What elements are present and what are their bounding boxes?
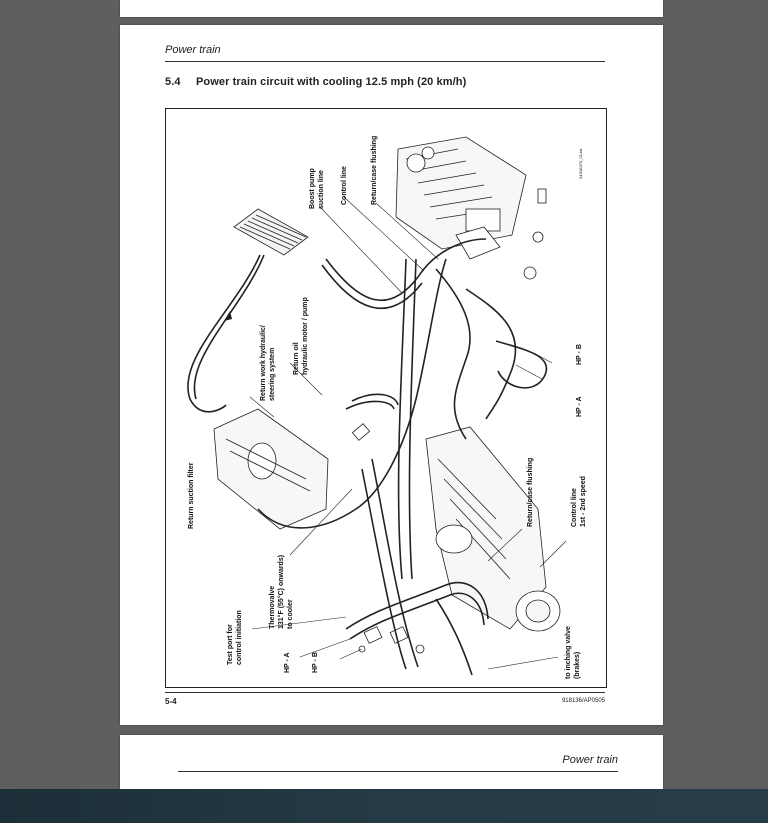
label-control-line-speed-2: 1st - 2nd speed <box>580 476 587 527</box>
page-number: 5-4 <box>165 697 177 706</box>
label-test-port: Test port for <box>227 624 234 665</box>
header-rule <box>165 61 605 62</box>
label-return-work-hydraulic: Return work hydraulic/ <box>260 325 267 401</box>
hydraulic-diagram <box>165 108 607 688</box>
section-title <box>165 76 466 88</box>
return-suction-filter-unit <box>214 409 328 529</box>
engine <box>396 137 526 249</box>
label-inching-valve-2: (brakes) <box>574 651 581 679</box>
label-thermovalve-2: 131°F (55°C) onwards) <box>278 554 285 629</box>
label-boost-pump: Boost pump <box>309 168 316 209</box>
label-control-line: Control line <box>341 166 348 205</box>
next-page <box>120 735 663 795</box>
diagram-drawing <box>166 109 606 687</box>
label-return-case-flushing-mid: Return/case flushing <box>527 457 534 527</box>
document-page <box>120 25 663 725</box>
label-thermovalve-3: to cooler <box>287 599 294 629</box>
transmission <box>426 427 560 631</box>
label-hp-a-bottom: HP - A <box>284 652 291 673</box>
label-hp-b-bottom: HP - B <box>312 652 319 673</box>
page-header-title: Power train <box>165 44 221 56</box>
footer-rule <box>165 692 605 693</box>
label-hp-b-top: HP - B <box>576 344 583 365</box>
previous-page <box>120 0 663 17</box>
label-return-oil: Return oil <box>293 342 300 375</box>
oil-cooler <box>234 209 308 255</box>
section-title-text: Power train circuit with cooling 12.5 mph (20 km/h) <box>196 76 467 88</box>
label-thermovalve: Thermovalve <box>269 585 276 629</box>
section-number: 5.4 <box>165 76 181 88</box>
label-return-oil-2: hydraulic motor / pump <box>302 297 309 375</box>
diagram-image-id: 3430A070_01.txt <box>578 148 583 179</box>
label-test-port-2: control initiation <box>236 610 243 665</box>
label-control-line-speed: Control line <box>571 488 578 527</box>
label-inching-valve: to inching valve <box>565 626 572 679</box>
label-boost-pump-2: suction line <box>318 170 325 209</box>
next-page-header-title: Power train <box>562 754 618 766</box>
label-return-work-hydraulic-2: steering system <box>269 347 276 401</box>
label-hp-a-top: HP - A <box>576 396 583 417</box>
label-return-suction-filter: Return suction filter <box>188 462 195 529</box>
document-code: 918136/AP0505 <box>561 698 605 704</box>
viewer-bottom-bar <box>0 789 768 823</box>
next-page-header-rule <box>178 771 618 772</box>
label-return-case-flushing-top: Return/case flushing <box>371 135 378 205</box>
